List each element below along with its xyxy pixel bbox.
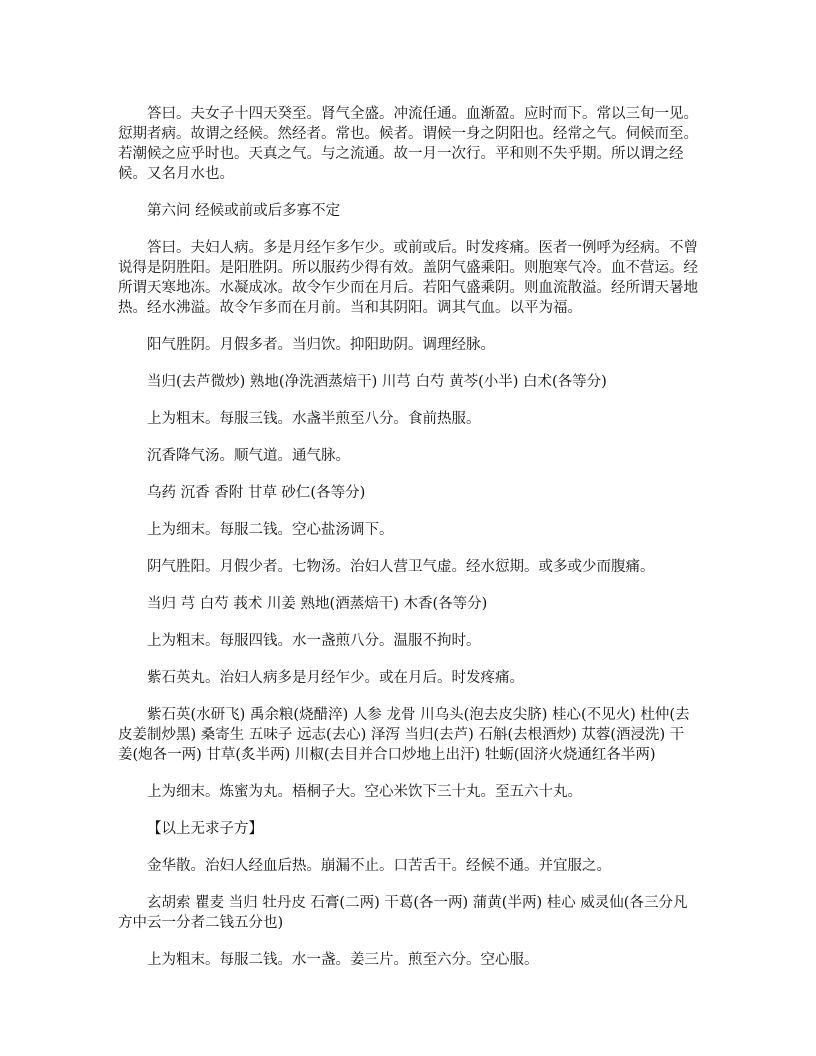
paragraph: 沉香降气汤。顺气道。通气脉。 [147, 448, 350, 464]
subsection-note: 【以上无求子方】 [147, 821, 263, 837]
paragraph: 紫石英丸。治妇人病多是月经乍少。或在月后。时发疼痛。 [147, 670, 524, 686]
document-body [118, 104, 698, 987]
paragraph: 阳气胜阴。月假多者。当归饮。抑阳助阴。调理经脉。 [147, 337, 495, 353]
paragraph: 阴气胜阳。月假少者。七物汤。治妇人营卫气虚。经水愆期。或多或少而腹痛。 [147, 559, 655, 575]
paragraph-answer-intro: 答曰。夫女子十四天癸至。肾气全盛。冲流任通。血渐盈。应时而下。常以三旬一见。愆期者病。故谓之经候。然经者。常也。候者。谓候一身之阴阳也。经常之气。伺候而至。若潮候之应乎时也。天真之气。与之流通。故一月一次行。平和则不失乎期。所以谓之经候。又名月水也。 [118, 106, 698, 182]
prescription-ingredients: 乌药 沉香 香附 甘草 砂仁(各等分) [147, 485, 366, 501]
prescription-ingredients: 当归 芎 白芍 莪术 川姜 熟地(酒蒸焙干) 木香(各等分) [147, 596, 488, 612]
paragraph-answer: 答曰。夫妇人病。多是月经乍多乍少。或前或后。时发疼痛。医者一例呼为经病。不曾说得是阴胜阳。是阳胜阴。所以服药少得有效。盖阴气盛乘阳。则胞寒气冷。血不营运。经所谓天寒地冻。水凝成冰。故令乍少而在月后。若阳气盛乘阴。则血流散溢。经所谓天暑地热。经水沸溢。故令乍多而在月前。当和其阴阳。调其气血。以平为福。 [118, 240, 698, 316]
prescription-ingredients: 紫石英(水研飞) 禹余粮(烧醋淬) 人参 龙骨 川乌头(泡去皮尖脐) 桂心(不见火) 杜仲(去皮姜制炒黑) 桑寄生 五味子 远志(去心) 泽泻 当归(去芦) 石斛(去根酒炒) 苁蓉(酒浸洗) 干姜(炮各一两) 甘草(炙半两) 川椒(去目并合口炒地上出汗) 牡蛎(固济火烧通红各半两) [118, 707, 690, 763]
paragraph: 上为粗末。每服二钱。水一盏。姜三片。煎至六分。空心服。 [147, 952, 539, 968]
paragraph: 上为粗末。每服四钱。水一盏煎八分。温服不拘时。 [147, 633, 481, 649]
prescription-ingredients: 玄胡索 瞿麦 当归 牡丹皮 石膏(二两) 干葛(各一两) 蒲黄(半两) 桂心 威灵仙(各三分凡方中云一分者二钱五分也) [118, 895, 688, 931]
prescription-ingredients: 当归(去芦微炒) 熟地(净洗酒蒸焙干) 川芎 白芍 黄芩(小半) 白术(各等分) [147, 374, 607, 390]
paragraph: 上为粗末。每服三钱。水盏半煎至八分。食前热服。 [147, 411, 481, 427]
paragraph: 金华散。治妇人经血后热。崩漏不止。口苦舌干。经候不通。并宜服之。 [147, 858, 611, 874]
paragraph: 上为细末。炼蜜为丸。梧桐子大。空心米饮下三十丸。至五六十丸。 [147, 784, 582, 800]
section-heading: 第六问 经候或前或后多寡不定 [147, 203, 341, 219]
paragraph: 上为细末。每服二钱。空心盐汤调下。 [147, 522, 394, 538]
